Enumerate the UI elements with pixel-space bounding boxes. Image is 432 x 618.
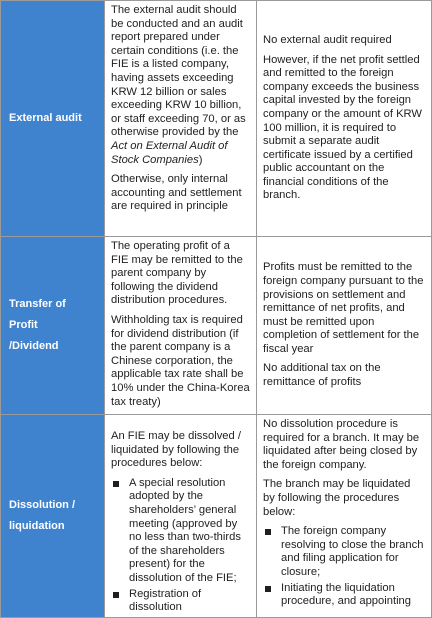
branch-paragraph: No additional tax on the remittance of profits (263, 362, 381, 389)
branch-cell-external-audit (257, 1, 432, 237)
branch-cell-dissolution (257, 415, 432, 618)
branch-paragraph: Profits must be remitted to the foreign company pursuant to the provisions on settlement and remittance of net profits, and must be remitted upon completion of settlement for the fiscal year (263, 261, 424, 355)
square-bullet-icon (265, 529, 271, 535)
list-item (263, 582, 425, 609)
table-row-external-audit (1, 1, 432, 237)
branch-paragraph: However, if the net profit settled and remitted to the foreign company exceeds the business capital invested by the foreign company or the amount of KRW 100 million, it is required to submit a separate audit certificate issued by a certified public accountant on the financial conditions of the branch. (263, 53, 422, 202)
branch-cell-transfer-of-profit (257, 237, 432, 415)
fie-cell-transfer-of-profit (105, 237, 257, 415)
act-reference: Act on External Audit of Stock Companies (111, 139, 228, 166)
square-bullet-icon (265, 586, 271, 592)
branch-paragraph: No external audit required (263, 33, 392, 46)
list-item-text: A special resolution adopted by the shareholders’ general meeting (approved by no less than two-thirds of the shareholders present) for the dissolution of the FIE; (129, 476, 241, 584)
branch-paragraph: No dissolution procedure is required for a branch. It may be liquidated after being closed by the foreign company. (263, 418, 420, 471)
list-item (111, 588, 250, 615)
row-header-label: External audit (9, 112, 82, 125)
branch-paragraph: The branch may be liquidated by following the procedures below: (263, 478, 411, 518)
row-header-external-audit (1, 1, 105, 237)
list-item (263, 525, 425, 579)
list-item-text: Initiating the liquidation procedure, and appointing (281, 581, 412, 608)
fie-paragraph: The operating profit of a FIE may be remitted to the parent company by following the dividend distribution procedures. (111, 240, 243, 307)
square-bullet-icon (113, 592, 119, 598)
row-header-dissolution (1, 415, 105, 618)
branch-bullet-list (263, 525, 425, 609)
table-row-transfer-of-profit (1, 237, 432, 415)
fie-paragraph (111, 4, 250, 167)
branch-cell-content (263, 418, 425, 608)
row-header-label: Transfer of Profit (9, 298, 66, 332)
table-row-dissolution (1, 415, 432, 618)
list-item-text: The foreign company resolving to close the branch and filing application for closure; (281, 525, 424, 578)
row-header-transfer-of-profit (1, 237, 105, 415)
fie-cell-dissolution (105, 415, 257, 618)
fie-bullet-list (111, 477, 250, 615)
fie-text: ) (198, 153, 203, 166)
list-item (111, 477, 250, 586)
row-header-label: /Dividend (9, 339, 59, 352)
fie-cell-content (111, 430, 250, 614)
list-item-text: Registration of dissolution (129, 587, 202, 614)
fie-text: The external audit should be conducted and an audit report prepared under certain conditions (i.e. the FIE is a listed company, having assets exceeding KRW 12 billion or sales exceeding KRW 10 billion, or staff exceeding 70, or as otherwise provided by the (111, 4, 246, 139)
fie-paragraph: Withholding tax is required for dividend distribution (if the parent company is a Chinese corporation, the applicable tax rate shall be 10% under the China-Korea tax treaty) (111, 313, 250, 408)
row-header-label: Dissolution / (9, 499, 75, 512)
fie-paragraph: Otherwise, only internal accounting and settlement are required in principle (111, 173, 242, 213)
row-header-label: liquidation (9, 520, 65, 532)
square-bullet-icon (113, 481, 119, 487)
fie-paragraph: An FIE may be dissolved / liquidated by following the procedures below: (111, 430, 241, 470)
fie-cell-external-audit (105, 1, 257, 237)
